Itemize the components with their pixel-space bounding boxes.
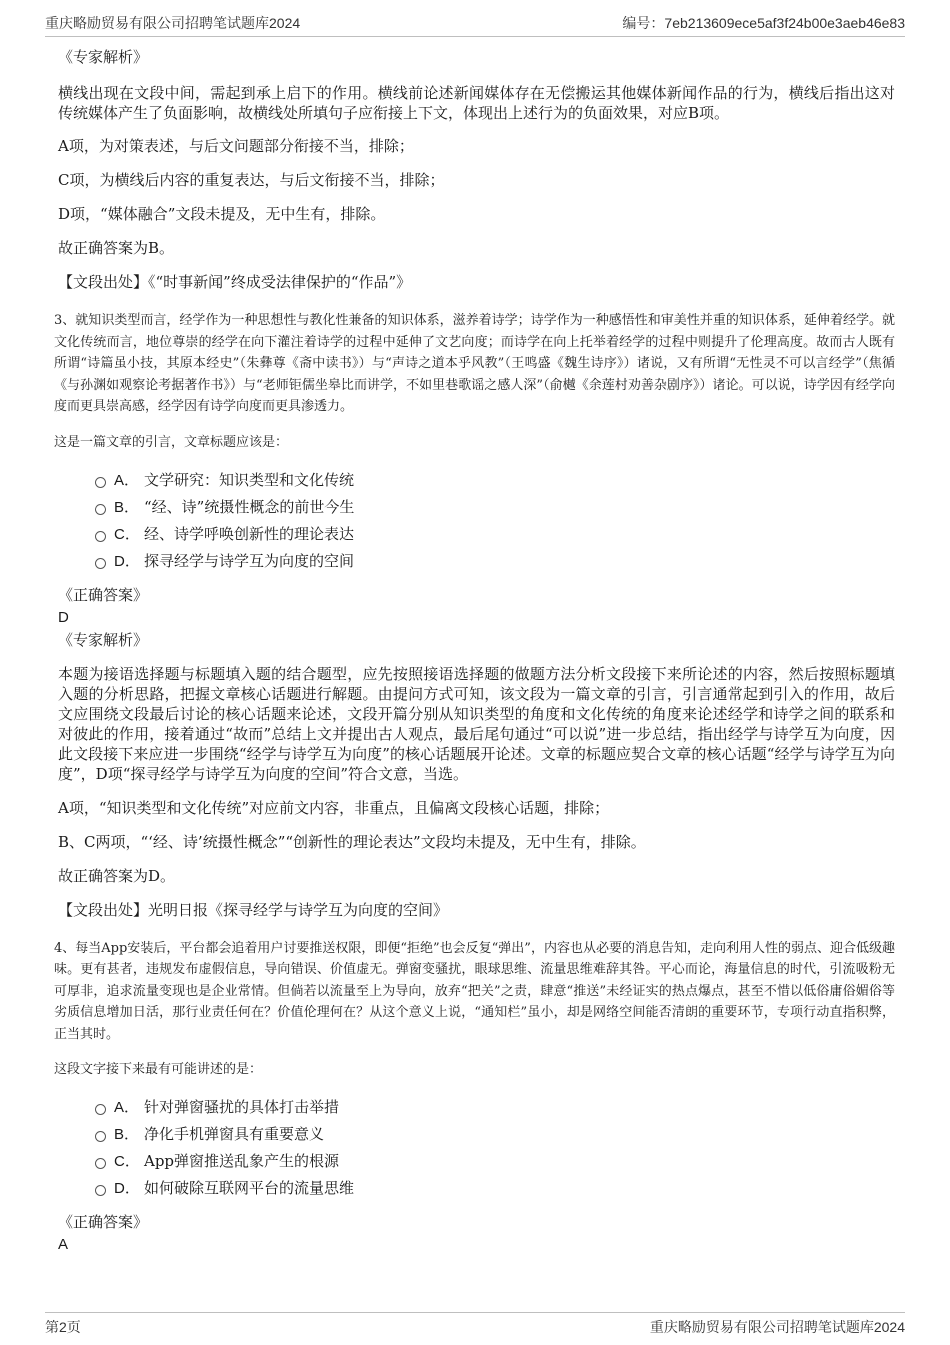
analysis-point: C项，为横线后内容的重复表达，与后文衔接不当，排除；	[58, 171, 445, 189]
radio-icon[interactable]	[95, 1104, 106, 1115]
analysis-conclusion: 故正确答案为B。	[58, 239, 175, 257]
option-a[interactable]: A． 针对弹窗骚扰的具体打击举措	[95, 1093, 895, 1120]
radio-icon[interactable]	[95, 531, 106, 542]
option-b[interactable]: B． 净化手机弹窗具有重要意义	[95, 1120, 895, 1147]
option-list	[95, 466, 895, 574]
analysis-conclusion: 故正确答案为D。	[58, 866, 176, 885]
option-c[interactable]: C． 经、诗学呼唤创新性的理论表达	[95, 520, 895, 547]
radio-icon[interactable]	[95, 504, 106, 515]
radio-icon[interactable]	[95, 1185, 106, 1196]
question-prompt: 这段文字接下来最有可能讲述的是：	[54, 1062, 263, 1077]
analysis-point: D项，“媒体融合”文段未提及，无中生有，排除。	[58, 205, 386, 223]
page-footer	[45, 1312, 905, 1339]
radio-icon[interactable]	[95, 1131, 106, 1142]
question-2-analysis	[55, 48, 895, 292]
question-text: 3、就知识类型而言，经学作为一种思想性与教化性兼备的知识体系，滋养着诗学；诗学作为一种感悟性和审美性并重的知识体系，延伸着经学。就文化传统而言，地位尊崇的经学在向下灌注着诗学的过程中延伸了文艺向度；而诗学在向上托举着经学的过程中则提升了伦理高度。故而古人既有所谓“诗篇虽小技，其原本经史”（朱彝尊《斋中读书》）与“声诗之道本乎风教”（王鸣盛《魏生诗序》）诸说，又有所谓“无性灵不可以言经学”（焦循《与孙渊如观察论考据著作书》）与“老师钜儒坐皋比而讲学，不如里巷歌谣之感人深”（俞樾《余莲村劝善杂剧序》）诸论。可以说，诗学因有经学向度而更具崇高感，经学因有诗学向度而更具渗透力。	[54, 313, 895, 414]
page-header	[45, 10, 905, 37]
analysis-point: A项，“知识类型和文化传统”对应前文内容，非重点，且偏离文段核心话题，排除；	[58, 798, 610, 817]
option-d[interactable]: D． 探寻经学与诗学互为向度的空间	[95, 547, 895, 574]
option-c[interactable]: C． App弹窗推送乱象产生的根源	[95, 1147, 895, 1174]
expert-analysis-label: 《专家解析》	[58, 630, 149, 649]
analysis-text: 本题为接语选择题与标题填入题的结合题型，应先按照接语选择题的做题方法分析文段接下来所论述的内容，然后按照标题填入题的分析思路，把握文章核心话题进行解题。由提问方式可知，该文段为一篇文章的引言，引言通常起到引入的作用，故后文应围绕文段最后讨论的核心话题来论述，文段开篇分别从知识类型的角度和文化传统的角度来论述经学和诗学之间的联系和对彼此的作用，接着通过“故而”总结上文并提出古人观点，最后尾句通过“可以说”进一步总结，指出经学与诗学互为向度，因此文段接下来应进一步围绕“经学与诗学互为向度”的核心话题展开论述。文章的标题应契合文章的核心话题“经学与诗学互为向度”，D项“探寻经学与诗学互为向度的空间”符合文意，当选。	[58, 664, 895, 783]
radio-icon[interactable]	[95, 558, 106, 569]
source-citation: 【文段出处】光明日报《探寻经学与诗学互为向度的空间》	[58, 900, 449, 919]
correct-answer-label: 《正确答案》	[58, 585, 149, 604]
correct-answer-label: 《正确答案》	[58, 1213, 149, 1231]
option-b[interactable]: B． “经、诗”统摄性概念的前世今生	[95, 493, 895, 520]
question-3	[55, 310, 895, 920]
expert-analysis-label: 《专家解析》	[58, 48, 149, 66]
analysis-text: 横线出现在文段中间，需起到承上启下的作用。横线前论述新闻媒体存在无偿搬运其他媒体新闻作品的行为，横线后指出这对传统媒体产生了负面影响，故横线处所填句子应衔接上下文，体现出上述行为的负面效果，对应B项。	[58, 84, 895, 122]
option-list	[95, 1093, 895, 1201]
page-number: 第2页	[45, 1319, 81, 1335]
correct-answer: A	[58, 1236, 69, 1253]
analysis-point: A项，为对策表述，与后文问题部分衔接不当，排除；	[58, 137, 414, 155]
page-content	[55, 42, 895, 1254]
question-prompt: 这是一篇文章的引言，文章标题应该是：	[54, 434, 289, 450]
radio-icon[interactable]	[95, 477, 106, 488]
question-4	[55, 938, 895, 1255]
option-d[interactable]: D． 如何破除互联网平台的流量思维	[95, 1174, 895, 1201]
analysis-point: B、C两项，“‘经、诗’统摄性概念”“创新性的理论表达”文段均未提及，无中生有，排除。	[58, 832, 646, 851]
radio-icon[interactable]	[95, 1158, 106, 1169]
question-text: 4、每当App安装后，平台都会追着用户讨要推送权限，即便“拒绝”也会反复“弹出”，内容也从必要的消息告知，走向利用人性的弱点、迎合低级趣味。更有甚者，违规发布虚假信息，导向错误、价值虚无。弹窗变骚扰，眼球思维、流量思维难辞其咎。平心而论，海量信息的时代，引流吸粉无可厚非，追求流量变现也是企业常情。但倘若以流量至上为导向，放弃“把关”之责，肆意“推送”未经证实的热点爆点，甚至不惜以低俗庸俗媚俗等劣质信息增加日活，那行业责任何在？价值伦理何在？从这个意义上说，“通知栏”虽小，却是网络空间能否清朗的重要环节，专项行动直指积弊，正当其时。	[54, 940, 895, 1042]
header-doc-id: 编号：7eb213609ece5af3f24b00e3aeb46e83	[622, 15, 905, 31]
option-a[interactable]: A． 文学研究：知识类型和文化传统	[95, 466, 895, 493]
source-citation: 【文段出处】《“时事新闻”终成受法律保护的“作品”》	[58, 273, 412, 291]
correct-answer: D	[58, 608, 69, 626]
footer-title: 重庆略励贸易有限公司招聘笔试题库2024	[649, 1319, 905, 1335]
header-title: 重庆略励贸易有限公司招聘笔试题库2024	[45, 15, 301, 31]
